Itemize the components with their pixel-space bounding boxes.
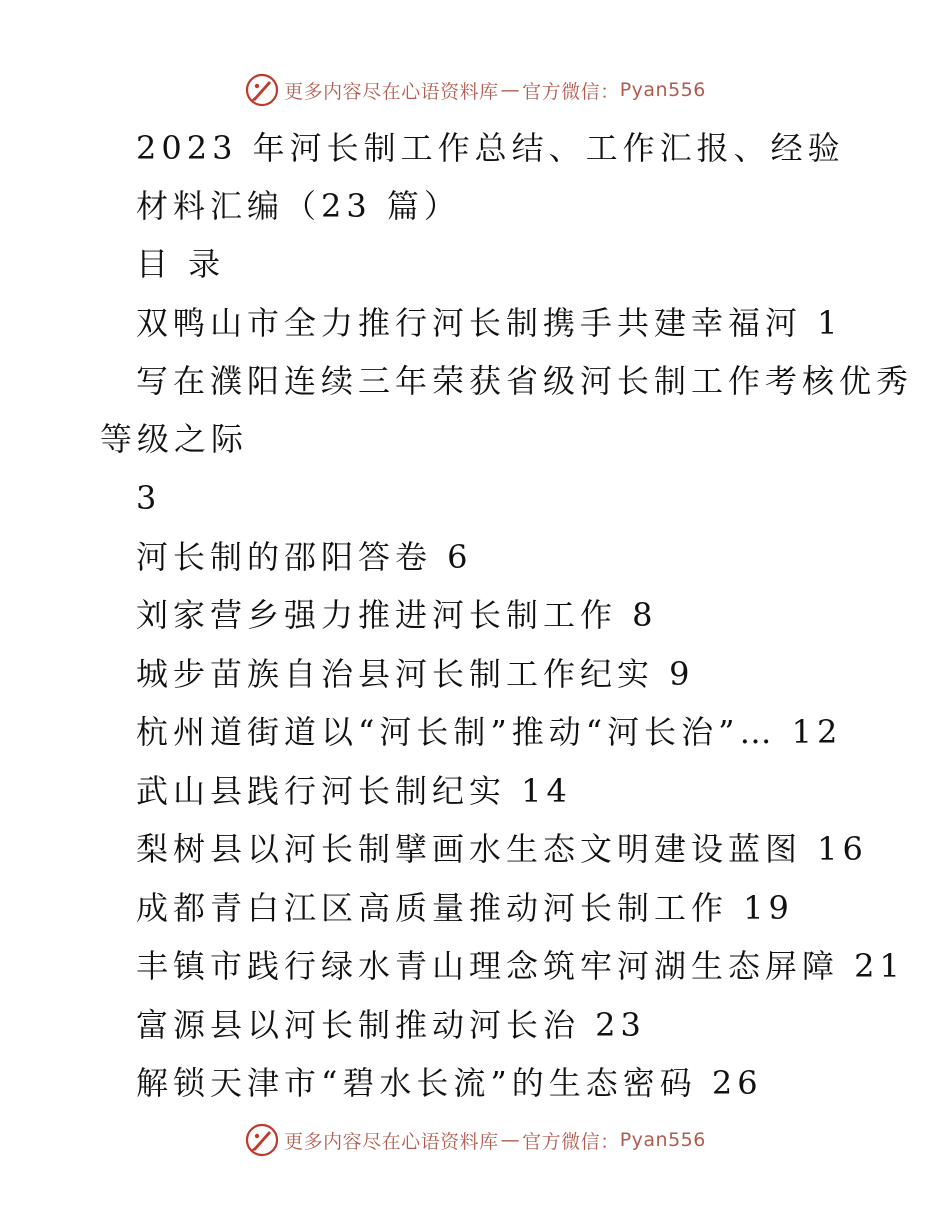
banner-wechat-id: Pyan556: [619, 79, 706, 101]
toc-entry: 杭州道街道以“河长制”推动“河长治”… 12: [136, 713, 843, 751]
quill-pen-logo-icon: [244, 1122, 280, 1158]
toc-entry: 梨树县以河长制擘画水生态文明建设蓝图 16: [136, 830, 868, 868]
toc-entry: 解锁天津市“碧水长流”的生态密码 26: [136, 1064, 763, 1102]
footer-watermark-banner: [0, 1120, 950, 1160]
toc-entry: 成都青白江区高质量推动河长制工作 19: [136, 889, 794, 927]
toc-entry: 武山县践行河长制纪实 14: [136, 772, 572, 810]
toc-entry: 双鸭山市全力推行河长制携手共建幸福河 1: [136, 304, 843, 342]
toc-entry-page: 3: [136, 479, 162, 517]
toc-entry: 城步苗族自治县河长制工作纪实 9: [136, 655, 695, 693]
banner-separator: —: [500, 79, 521, 101]
banner-main-text: 更多内容尽在心语资料库: [284, 1130, 499, 1153]
toc-entry: 丰镇市践行绿水青山理念筑牢河湖生态屏障 21: [136, 947, 905, 985]
toc-entry-continuation: 等级之际: [100, 420, 249, 458]
toc-entry: 写在濮阳连续三年荣获省级河长制工作考核优秀: [136, 362, 914, 400]
quill-pen-logo-icon: [244, 72, 280, 108]
banner-suffix-text: 官方微信：: [522, 80, 620, 103]
toc-entry: 富源县以河长制推动河长治 23: [136, 1006, 646, 1044]
header-watermark-banner: [0, 70, 950, 110]
toc-heading: 目 录: [136, 245, 226, 283]
banner-separator: —: [500, 1129, 521, 1151]
doc-title-line-2: 材料汇编（23 篇）: [136, 187, 461, 225]
banner-wechat-id: Pyan556: [619, 1129, 706, 1151]
toc-entry: 河长制的邵阳答卷 6: [136, 538, 473, 576]
banner-main-text: 更多内容尽在心语资料库: [284, 80, 499, 103]
toc-entry: 刘家营乡强力推进河长制工作 8: [136, 596, 658, 634]
doc-title-line-1: 2023 年河长制工作总结、工作汇报、经验: [136, 129, 845, 167]
banner-suffix-text: 官方微信：: [522, 1130, 620, 1153]
